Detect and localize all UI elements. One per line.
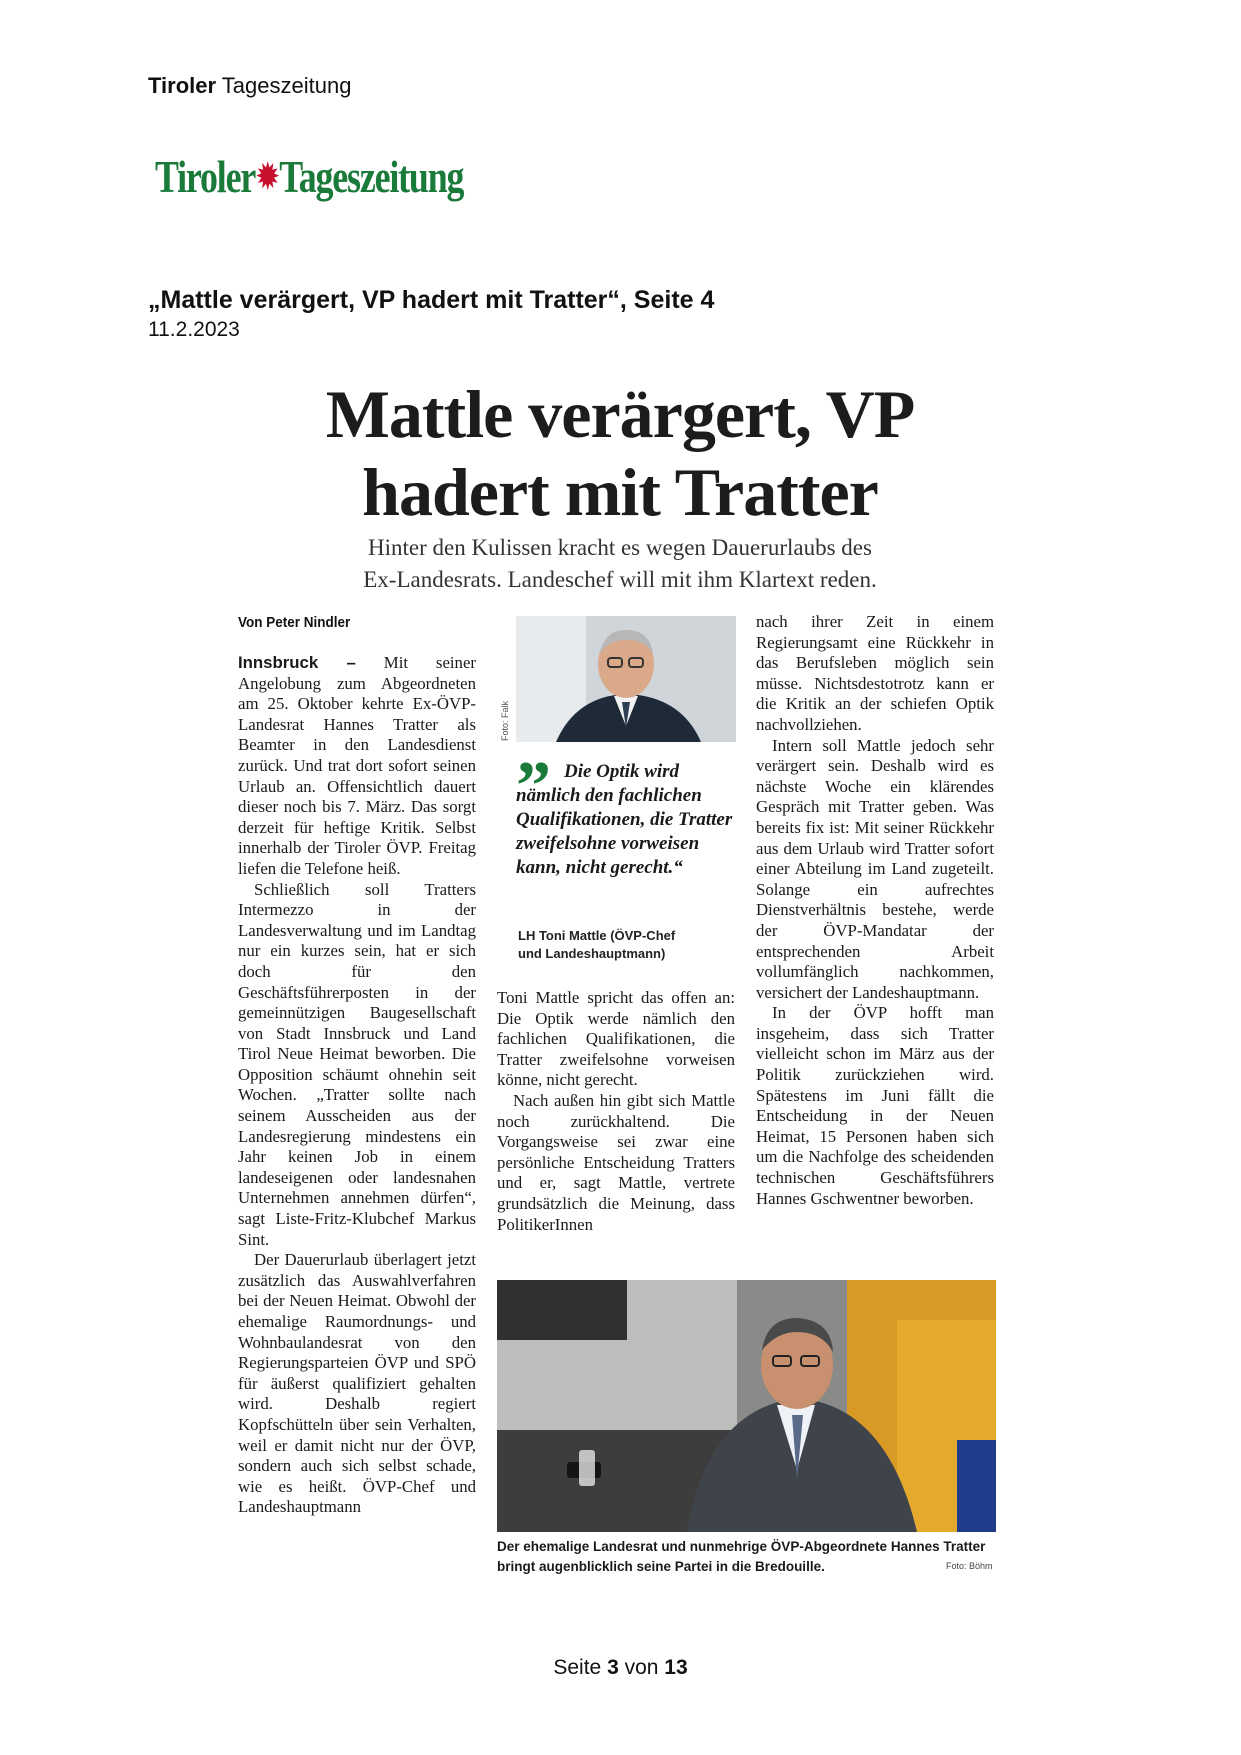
article-headline [300, 375, 940, 531]
paragraph: In der ÖVP hofft man insgeheim, dass sich Tratter vielleicht schon im März aus der Politik zurückziehen wird. Spätestens im Juni fällt die Entscheidung in der Neuen Heimat, 15 Personen haben sich um die Nachfolge des scheidenden technischen Geschäftsführers Hannes Gschwentner beworben. [756, 1003, 994, 1208]
dateline: Innsbruck – [238, 653, 356, 672]
article-column-3 [756, 612, 994, 1209]
footer-prefix: Seite [553, 1656, 602, 1679]
pull-quote [516, 748, 740, 880]
paragraph: Der Dauerurlaub überlagert jetzt zusätzlich das Auswahlverfahren bei der Neuen Heimat. Obwohl der ehemalige Raumordnungs- und Wohnbaulandesrat von den Regierungsparteien ÖVP und SPÖ für äußerst qualifiziert gehalten wird. Deshalb regiert Kopfschütteln über sein Verhalten, weil er damit nicht nur der ÖVP, sondern auch sich selbst schade, wie es heißt. ÖVP-Chef und Landeshauptmann [238, 1250, 476, 1517]
subhead-line-1: Hinter den Kulissen kracht es wegen Dauerurlaubs des [368, 535, 872, 560]
footer-middle: von [624, 1656, 659, 1679]
header-brand-bold: Tiroler [148, 73, 217, 98]
byline: Von Peter Nindler [238, 614, 351, 631]
footer-page-number: 3 [607, 1656, 619, 1679]
document-title: „Mattle verärgert, VP hadert mit Tratter“, Seite 4 [148, 286, 715, 314]
photo-caption: Der ehemalige Landesrat und nunmehrige ÖVP-Abgeordnete Hannes Tratter bringt augenblicklich seine Partei in die Bredouille. [497, 1539, 986, 1574]
photo-credit: Foto: Böhm [946, 1561, 993, 1571]
paragraph: Intern soll Mattle jedoch sehr verärgert sein. Deshalb wird es nächste Woche ein klärendes Gespräch mit Tratter geben. Was bereits fix ist: Mit seiner Rückkehr aus dem Urlaub wird Tratter sofort einer Abteilung im Land zugeteilt. Solange ein aufrechtes Dienstverhältnis bestehe, werde der ÖVP-Mandatar der entsprechenden Arbeit vollumfänglich nachkommen, versichert der Landeshauptmann. [756, 735, 994, 1002]
page-footer [0, 1656, 1241, 1680]
quote-attr-line-1: LH Toni Mattle (ÖVP-Chef [518, 928, 676, 943]
quote-line-1: Die Optik wird [564, 761, 680, 782]
portrait-photo [516, 616, 736, 742]
article-column-1 [238, 653, 476, 1518]
logo-right: Tageszeitung [279, 151, 464, 202]
eagle-icon: ✹ [256, 159, 278, 196]
article-photo-graphic [497, 1280, 996, 1532]
portrait-photo-graphic [516, 616, 736, 742]
headline-line-1: Mattle verärgert, VP [325, 376, 915, 452]
quote-attribution [518, 927, 738, 963]
article-subhead [300, 532, 940, 596]
footer-page-total: 13 [664, 1656, 688, 1679]
paragraph-text: Mit seiner Angelobung zum Abgeordneten am 25. Oktober kehrte Ex-ÖVP-Landesrat Hannes Tratter als Beamter in den Landesdienst zurück. Und trat dort sofort seinen Urlaub an. Offensichtlich dauert dieser noch bis 7. März. Das sorgt derzeit für heftige Kritik. Selbst innerhalb der Tiroler ÖVP. Freitag liefen die Telefone heiß. [238, 653, 476, 878]
paragraph: Nach außen hin gibt sich Mattle noch zurückhaltend. Die Vorgangsweise sei zwar eine persönliche Entscheidung Tratters und er, sagt Mattle, vertrete grundsätzlich die Meinung, dass PolitikerInnen [497, 1090, 735, 1234]
paragraph: Schließlich soll Tratters Intermezzo in der Landesverwaltung und im Landtag nur ein kurzes sein, hat er sich doch für den Geschäftsführerposten in der gemeinnützigen Baugesellschaft von Stadt Innsbruck und Land Tirol Neue Heimat beworben. Die Opposition schäumt ohnehin seit Wochen. „Tratter sollte nach seinem Ausscheiden aus der Landesregierung mindestens ein Jahr keinen Job in einem landeseigenen oder landesnahen Unternehmen annehmen dürfen“, sagt Liste-Fritz-Klubchef Markus Sint. [238, 879, 476, 1249]
quote-rest: nämlich den fachlichen Qualifikationen, die Tratter zweifelsohne vorweisen kann, nicht gerecht.“ [516, 785, 733, 878]
quote-attr-line-2: und Landeshauptmann) [518, 946, 666, 961]
newspaper-logo [155, 150, 463, 203]
article-column-2 [497, 988, 735, 1235]
subhead-line-2: Ex-Landesrats. Landeschef will mit ihm Klartext reden. [363, 567, 877, 592]
headline-line-2: hadert mit Tratter [362, 454, 878, 530]
paragraph [238, 653, 476, 880]
quote-mark-icon: ” [516, 748, 551, 825]
paragraph: nach ihrer Zeit in einem Regierungsamt eine Rückkehr in das Berufsleben möglich sein müsse. Nichtsdestotrotz kann er die Kritik an der schiefen Optik nachvollziehen. [756, 612, 994, 734]
header-brand-rest: Tageszeitung [221, 73, 352, 98]
article-photo [497, 1280, 996, 1532]
photo-credit: Foto: Falk [500, 700, 510, 741]
paragraph: Toni Mattle spricht das offen an: Die Optik werde nämlich den fachlichen Qualifikationen, die Tratter zweifelsohne vorweisen könne, nicht gerecht. [497, 988, 735, 1090]
document-date: 11.2.2023 [148, 318, 240, 341]
logo-left: Tiroler [155, 151, 256, 202]
document-header [148, 73, 351, 99]
